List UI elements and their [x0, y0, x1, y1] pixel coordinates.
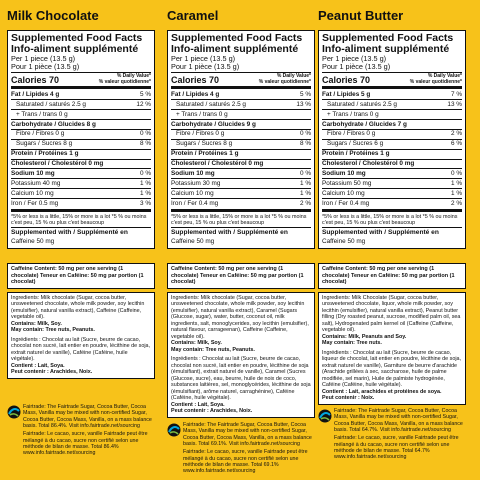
nutrient-percent: 5 % [299, 90, 311, 98]
nutrient-label: Carbohydrate / Glucides 8 g [11, 120, 96, 128]
fairtrade-mark-icon [7, 405, 21, 419]
nutrient-label: Protein / Protéines 1 g [11, 150, 79, 158]
serving-fr: Pour 1 pièce (13.5 g) [11, 62, 80, 72]
nutrient-percent: 1 % [139, 189, 151, 197]
nutrient-label: Potassium 40 mg [11, 179, 61, 187]
ingredients-box [7, 292, 155, 379]
nutrient-row [11, 109, 151, 119]
dv-fr: % valeur quotidienne* [409, 78, 462, 85]
nutrient-label: Fat / Lipides 4 g [171, 90, 220, 98]
facts-title-fr: Info-aliment supplémenté [11, 43, 139, 56]
nutrient-percent: 0 % [139, 169, 151, 177]
nutrient-label: Calcium 10 mg [11, 189, 54, 197]
ingredients-box [318, 292, 466, 405]
nutrient-row [171, 159, 311, 169]
calories-row [171, 74, 311, 85]
nutrient-row [322, 198, 462, 208]
nutrient-label: Saturated / saturés 2.5 g [176, 100, 246, 108]
nutrient-row [322, 129, 462, 139]
nutrient-percent: 1 % [299, 179, 311, 187]
nutrient-label: Protein / Protéines 1 g [322, 150, 390, 158]
nutrient-row [322, 119, 462, 129]
product-column-caramel [167, 0, 320, 480]
nutrient-percent: 2 % [450, 199, 462, 207]
ingredients-en: Ingredients: Milk Chocolate (Sugar, cocoa butter, unsweetened chocolate, liquor, whole milk powder, soy lecithin (emulsifier), natural vanilla extract), Peanut butter filling (Dry roasted peanut, sucrose, modified palm oil, sea salt), Hydrogenated palm kernel oil (Caffeine (Caffeine, vegetable oil). [322, 295, 461, 334]
nutrient-row [171, 90, 311, 99]
nutrient-percent: 2 % [450, 130, 462, 138]
nutrient-label: + Trans / trans 0 g [176, 110, 228, 118]
fairtrade-en: Fairtrade: The Fairtrade Sugar, Cocoa Butter, Cocoa Mass, Vanilla may be mixed with non-certified Sugar, Cocoa Butter, Cocoa Mass, Vanilla, on a mass balance basis. Total 86.4%. Visit info.fairtrade.net/sourcing [23, 404, 152, 430]
nutrient-label: Iron / Fer 0.4 mg [322, 199, 370, 207]
nutrient-percent: 13 % [296, 100, 311, 108]
calories-row [322, 74, 462, 85]
dv-fr: % valeur quotidienne* [98, 78, 151, 85]
fairtrade-fr: Fairtrade: Le cacao, sucre, vanille Fairtrade peut être mélangé à du cacao, sucre non certifié selon une méthode de bilan de masse. Total 69.1% www.info.fairtrade.net/sourcing [183, 449, 308, 475]
nutrient-label: Sugars / Sucres 6 g [327, 140, 384, 148]
serving-fr: Pour 1 pièce (13.5 g) [322, 62, 391, 72]
may-contain-en: May contain: Tree nuts, Peanuts. [171, 346, 255, 353]
nutrient-percent: 0 % [299, 169, 311, 177]
fairtrade-en: Fairtrade: The Fairtrade Sugar, Cocoa Butter, Cocoa Mass, Vanilla may be mixed with non-certified Sugar, Cocoa Butter, Cocoa Mass, Vanilla, on a mass balance basis. Total 69.1%. Visit info.fairtrade.net/sourcing [183, 422, 312, 448]
dv-en: % Daily Value* [116, 73, 151, 80]
nutrient-percent: 8 % [139, 140, 151, 148]
fairtrade-statement [7, 404, 155, 459]
nutrient-percent: 7 % [450, 90, 462, 98]
nutrient-percent: 0 % [450, 169, 462, 177]
caffeine-content: Caffeine Content: 50 mg per one serving (1 chocolate) Teneur en Caféine: 50 mg par portion (1 chocolat) [11, 266, 144, 286]
daily-value-header [410, 74, 462, 85]
nutrient-row [11, 90, 151, 99]
nutrient-label: Cholesterol / Cholestérol 0 mg [322, 160, 415, 168]
contains-en: Contains: Milk, Soy. [171, 340, 222, 347]
calories-row [11, 74, 151, 85]
dv-en: % Daily Value* [427, 73, 462, 80]
product-column-peanut-butter [318, 0, 471, 480]
facts-title-fr: Info-aliment supplémenté [322, 43, 450, 56]
fairtrade-statement [318, 408, 466, 463]
product-column-milk-chocolate [7, 0, 160, 480]
nutrient-row [11, 198, 151, 208]
nutrient-label: Iron / Fer 0.4 mg [171, 199, 219, 207]
daily-value-footnote: *5% or less is a little, 15% or more is a lot *5 % ou moins c'est peu, 15 % ou plus c'est beaucoup [322, 213, 458, 227]
caffeine-content: Caffeine Content: 50 mg per one serving (1 chocolate) Teneur en Caféine: 50 mg par portion (1 chocolat) [171, 266, 304, 286]
serving-en: Per 1 piece (13.5 g) [322, 54, 387, 64]
nutrient-row [171, 198, 311, 208]
product-title: Caramel [167, 8, 219, 23]
nutrient-row [171, 119, 311, 129]
nutrition-facts-panel [318, 30, 466, 249]
daily-value-footnote: *5% or less is a little, 15% or more is a lot *5 % ou moins c'est peu, 15 % ou plus c'est beaucoup [171, 213, 307, 227]
ingredients-box [167, 292, 315, 418]
serving-fr: Pour 1 pièce (13.5 g) [171, 62, 240, 72]
nutrient-row [322, 109, 462, 119]
nutrient-label: Fibre / Fibres 0 g [327, 130, 376, 138]
divider [11, 86, 151, 89]
facts-title-en: Supplemented Food Facts [11, 32, 143, 44]
fairtrade-fr: Fairtrade: Le cacao, sucre, vanille Fairtrade peut être mélangé à du cacao, sucre non certifié selon une méthode de bilan de masse. Total 64.7% www.info.fairtrade.net/sourcing [334, 435, 459, 461]
nutrient-label: Calcium 10 mg [322, 189, 365, 197]
nutrient-row [11, 99, 151, 109]
fairtrade-statement [167, 422, 315, 477]
nutrient-percent: 0 % [299, 130, 311, 138]
caffeine-content: Caffeine Content: 50 mg per one serving (1 chocolate) Teneur en Caféine: 50 mg par portion (1 chocolat) [322, 266, 455, 286]
nutrient-row [11, 159, 151, 169]
facts-title-fr: Info-aliment supplémenté [171, 43, 299, 56]
calories-label: Calories 70 [171, 74, 220, 85]
calories-label: Calories 70 [322, 74, 371, 85]
nutrient-percent: 1 % [139, 179, 151, 187]
nutrient-percent: 3 % [139, 199, 151, 207]
contains-en: Contains: Milk, Soy. [11, 320, 62, 327]
nutrient-label: Saturated / saturés 2.5 g [16, 100, 86, 108]
daily-value-footnote: *5% or less is a little, 15% or more is a lot *5 % ou moins c'est peu, 15 % ou plus c'est beaucoup [11, 213, 147, 227]
supplement-value: Caffeine 50 mg [322, 237, 366, 245]
nutrient-row [171, 168, 311, 178]
may-contain-fr: Peut contenir : Noix. [322, 395, 375, 402]
nutrient-label: Iron / Fer 0.5 mg [11, 199, 59, 207]
serving-en: Per 1 piece (13.5 g) [171, 54, 236, 64]
nutrient-row [11, 139, 151, 149]
supplemented-title: Supplemented with / Supplémenté en [11, 227, 151, 237]
nutrient-row [171, 129, 311, 139]
ingredients-fr: Ingrédients : Chocolat au lait (Sucre, beurre de cacao, liqueur de chocolat, lait entier en poudre, lécithine de soja, extrait naturel de vanille), Garniture de beurre d'arachide (Arachide grillées à sec, saccharose, huile de palme modifiée, sel marin), Huile de palmiste hydrogénée, Caféine (Caféine, huile végétale). [322, 349, 462, 389]
nutrient-label: Calcium 10 mg [171, 189, 214, 197]
nutrient-label: Sodium 10 mg [171, 169, 215, 177]
nutrient-label: Fat / Lipides 4 g [11, 90, 60, 98]
nutrient-percent: 1 % [299, 189, 311, 197]
ingredients-fr: Ingrédients : Chocolat au lait (Sucre, beurre de cacao, chocolat non sucré, lait entier en poudre, lécithine de soja, extrait naturel de vanille), Caféine (Caféine, huile végétale). [11, 336, 151, 363]
nutrient-label: Sugars / Sucres 8 g [176, 140, 233, 148]
ingredients-fr: Ingrédients : Chocolat au lait (Sucre, beurre de cacao, chocolat non sucré, lait entier en poudre, lécithine de soja (émulsifiant), extrait naturel de vanille), Caramel (Sucres (Glucose, sucre), eau, beurre, huile de noix de coco, substances laitières, sel, monoglycérides, lécithine de soja (émulsifiant), arôme naturel, carraghénine), Caféine (Caféine, huile végétale). [171, 356, 311, 402]
nutrient-row [322, 188, 462, 198]
nutrient-row [171, 99, 311, 109]
contains-fr: Contient : Lait, Soya. [11, 362, 65, 369]
dv-en: % Daily Value* [276, 73, 311, 80]
nutrient-label: Sugars / Sucres 8 g [16, 140, 73, 148]
contains-fr: Contient : Lait, arachides et protéines de soya. [322, 388, 442, 395]
nutrient-percent: 2 % [299, 199, 311, 207]
nutrient-label: + Trans / trans 0 g [327, 110, 379, 118]
nutrient-rows [11, 90, 151, 208]
divider [322, 209, 462, 212]
nutrient-row [322, 178, 462, 188]
nutrient-row [11, 149, 151, 159]
divider [11, 209, 151, 212]
facts-title-en: Supplemented Food Facts [171, 32, 303, 44]
nutrient-label: Fibre / Fibres 0 g [16, 130, 65, 138]
nutrient-label: Potassium 30 mg [171, 179, 221, 187]
nutrient-percent: 1 % [450, 189, 462, 197]
nutrient-row [322, 168, 462, 178]
nutrient-percent: 5 % [139, 90, 151, 98]
may-contain-fr: Peut contenir : Arachides, Noix. [11, 369, 93, 376]
nutrient-percent: 12 % [136, 100, 151, 108]
may-contain-en: May contain: Tree nuts, Peanuts. [11, 327, 95, 334]
caffeine-content-box [318, 263, 466, 289]
caffeine-content-box [167, 263, 315, 289]
supplement-value: Caffeine 50 mg [171, 237, 215, 245]
divider [171, 86, 311, 89]
nutrient-label: Carbohydrate / Glucides 7 g [322, 120, 407, 128]
nutrient-percent: 13 % [447, 100, 462, 108]
nutrient-label: Fibre / Fibres 0 g [176, 130, 225, 138]
supplement-row [171, 237, 311, 246]
divider [322, 86, 462, 89]
nutrition-facts-panel [7, 30, 155, 249]
supplement-row [322, 237, 462, 246]
nutrient-percent: 1 % [450, 179, 462, 187]
divider [171, 209, 311, 212]
nutrient-row [171, 139, 311, 149]
supplement-row [11, 237, 151, 246]
nutrient-row [171, 188, 311, 198]
nutrient-label: Cholesterol / Cholestérol 0 mg [11, 160, 104, 168]
nutrient-label: + Trans / trans 0 g [16, 110, 68, 118]
fairtrade-mark-icon [167, 423, 181, 437]
facts-title-en: Supplemented Food Facts [322, 32, 454, 44]
nutrition-facts-panel [167, 30, 315, 249]
supplemented-title: Supplemented with / Supplémenté en [322, 227, 462, 237]
nutrient-row [11, 119, 151, 129]
calories-label: Calories 70 [11, 74, 60, 85]
nutrient-label: Saturated / saturés 2.5 g [327, 100, 397, 108]
nutrient-percent: 6 % [450, 140, 462, 148]
product-title: Peanut Butter [318, 8, 404, 23]
contains-fr: Contient : Lait, Soya. [171, 401, 225, 408]
nutrient-percent: 8 % [299, 140, 311, 148]
fairtrade-mark-icon [318, 409, 332, 423]
contains-en: Contains: Milk, Peanuts and Soy. [322, 333, 407, 340]
nutrient-row [322, 90, 462, 99]
daily-value-header [259, 74, 311, 85]
daily-value-header [99, 74, 151, 85]
nutrient-percent: 0 % [139, 130, 151, 138]
nutrient-label: Sodium 10 mg [11, 169, 55, 177]
ingredients-en: Ingredients: Milk chocolate (Sugar, cocoa butter, unsweetened chocolate, whole milk powder, soy lecithin (emulsifier), natural vanilla extract), Caffeine (Caffeine, vegetable oil). [11, 295, 145, 321]
nutrient-rows [322, 90, 462, 208]
nutrient-label: Sodium 10 mg [322, 169, 366, 177]
nutrient-row [322, 139, 462, 149]
caffeine-content-box [7, 263, 155, 289]
dv-fr: % valeur quotidienne* [258, 78, 311, 85]
ingredients-en: Ingredients: Milk chocolate (Sugar, cocoa butter, unsweetened chocolate, whole milk powder, soy lecithin (emulsifier), natural vanilla extract), Caramel (Sugars (Glucose, sugar), water, butter, coconut oil, milk ingredients, salt, monoglycerides, soy lecithin (emulsifier), natural flavour, carrageenan), Caffeine (Caffeine, vegetable oil). [171, 295, 309, 340]
nutrient-row [322, 159, 462, 169]
serving-en: Per 1 piece (13.5 g) [11, 54, 76, 64]
supplement-value: Caffeine 50 mg [11, 237, 55, 245]
nutrient-row [322, 99, 462, 109]
may-contain-en: May contain: Tree nuts. [322, 340, 382, 347]
nutrient-label: Protein / Protéines 1 g [171, 150, 239, 158]
nutrient-label: Potassium 50 mg [322, 179, 372, 187]
product-title: Milk Chocolate [7, 8, 99, 23]
nutrient-label: Cholesterol / Cholestérol 0 mg [171, 160, 264, 168]
nutrient-row [11, 129, 151, 139]
nutrient-label: Fat / Lipides 5 g [322, 90, 371, 98]
supplemented-title: Supplemented with / Supplémenté en [171, 227, 311, 237]
nutrient-row [11, 188, 151, 198]
nutrient-row [322, 149, 462, 159]
nutrient-row [171, 109, 311, 119]
nutrient-label: Carbohydrate / Glucides 9 g [171, 120, 256, 128]
nutrient-row [171, 178, 311, 188]
nutrient-rows [171, 90, 311, 208]
fairtrade-fr: Fairtrade: Le cacao, sucre, vanille Fairtrade peut être mélangé à du cacao, sucre non certifié selon une méthode de bilan de masse. Total 86.4% www.info.fairtrade.net/sourcing [23, 431, 148, 457]
may-contain-fr: Peut contenir : Arachides, Noix. [171, 408, 253, 415]
nutrient-row [11, 178, 151, 188]
nutrient-row [11, 168, 151, 178]
nutrient-row [171, 149, 311, 159]
fairtrade-en: Fairtrade: The Fairtrade Sugar, Cocoa Butter, Cocoa Mass, Vanilla may be mixed with non-certified Sugar, Cocoa Butter, Cocoa Mass, Vanilla, on a mass balance basis. Total 64.7%. Visit info.fairtrade.net/sourcing [334, 408, 463, 434]
